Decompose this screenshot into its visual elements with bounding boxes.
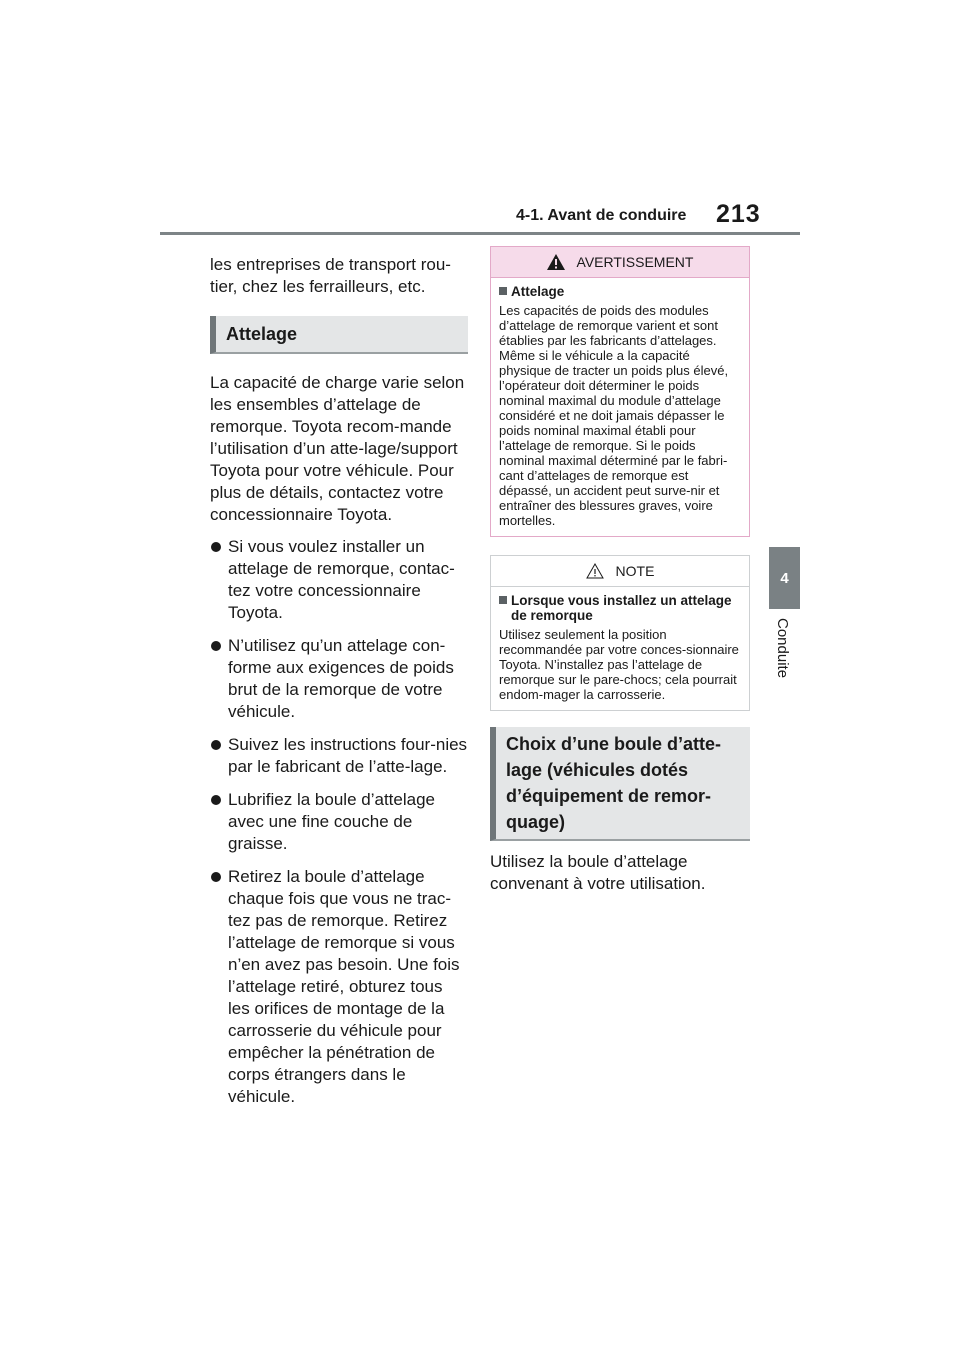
body-paragraph: La capacité de charge varie selon les ensembles d’attelage de remorque. Toyota recom-mande l’utilisation d’un atte-lage/support Toyota pour votre véhicule. Pour plus de détails, contactez votre concessionnaire Toyota. <box>210 373 465 524</box>
list-item <box>210 635 468 723</box>
bullet-dot-icon <box>211 795 221 805</box>
section-heading-attelage: Attelage <box>210 316 468 354</box>
intro-text: les entreprises de transport rou-tier, chez les ferrailleurs, etc. <box>210 255 451 296</box>
square-marker-icon <box>499 287 507 295</box>
bullet-list <box>210 536 468 1108</box>
warning-title: AVERTISSEMENT <box>576 254 694 270</box>
list-item <box>210 536 468 624</box>
warning-box <box>490 246 750 537</box>
left-column <box>210 254 468 1119</box>
list-item-text: Suivez les instructions four-nies par le fabricant de l’atte-lage. <box>228 735 468 776</box>
page-number: 213 <box>716 200 761 228</box>
square-marker-icon <box>499 596 507 604</box>
warning-header <box>491 247 749 278</box>
list-item <box>210 789 468 855</box>
list-item <box>210 866 468 1108</box>
list-item-text: Si vous voulez installer un attelage de remorque, contac-tez votre concessionnaire Toyota. <box>228 537 455 622</box>
warning-subheading <box>499 284 741 299</box>
right-column <box>490 246 750 895</box>
list-item-text: Retirez la boule d’attelage chaque fois que vous ne trac-tez pas de remorque. Retirez l’attelage de remorque si vous n’en avez pas besoin. Une fois l’attelage retiré, obturez tous les orifices de montage de la carrosserie du véhicule pour empêcher la pénétration de corps étrangers dans le véhicule. <box>228 867 460 1106</box>
note-title: NOTE <box>615 563 655 579</box>
bullet-dot-icon <box>211 641 221 651</box>
note-body <box>491 587 749 710</box>
warning-subtitle: Attelage <box>511 284 565 299</box>
chapter-label: Conduite <box>774 618 791 679</box>
section-heading-choix-boule: Choix d’une boule d’atte-lage (véhicules dotés d’équipement de remor-quage) <box>490 727 750 841</box>
note-text: Utilisez seulement la position recommandée par votre conces-sionnaire Toyota. N’installez pas l’attelage de remorque sur le pare-chocs; cela pourrait endom-mager la carrosserie. <box>499 627 739 702</box>
header-rule <box>160 232 800 235</box>
note-subtitle: Lorsque vous installez un attelage de remorque <box>511 593 732 623</box>
chapter-number: 4 <box>780 569 789 587</box>
warning-text: Les capacités de poids des modules d’attelage de remorque varient et sont établies par les fabricants d’attelages. Même si le véhicule a la capacité physique de tracter un poids plus élevé, l’opérateur doit déterminer le poids nominal maximal du module d’attelage considéré et ne doit jamais dépasser le poids nominal maximal établi pour l’attelage de remorque. Si le poids nominal maximal déterminé par le fabri-cant d’attelages de remorque est dépassé, un accident peut surve-nir et entraîner des blessures graves, voire mortelles. <box>499 303 729 528</box>
bullet-dot-icon <box>211 872 221 882</box>
warning-body <box>491 278 749 536</box>
note-header <box>491 556 749 587</box>
bullet-dot-icon <box>211 542 221 552</box>
list-item-text: N’utilisez qu’un attelage con-forme aux exigences de poids brut de la remorque de votre véhicule. <box>228 636 454 721</box>
section-title: 4-1. Avant de conduire <box>516 207 687 224</box>
warning-triangle-icon <box>547 254 565 270</box>
right-paragraph: Utilisez la boule d’attelage convenant à votre utilisation. <box>490 852 706 893</box>
chapter-tab[interactable] <box>769 547 800 609</box>
bullet-dot-icon <box>211 740 221 750</box>
note-subheading <box>499 593 741 623</box>
list-item-text: Lubrifiez la boule d’attelage avec une fine couche de graisse. <box>228 790 435 853</box>
caution-triangle-outline-icon <box>586 563 604 579</box>
note-box <box>490 555 750 711</box>
list-item <box>210 734 468 778</box>
